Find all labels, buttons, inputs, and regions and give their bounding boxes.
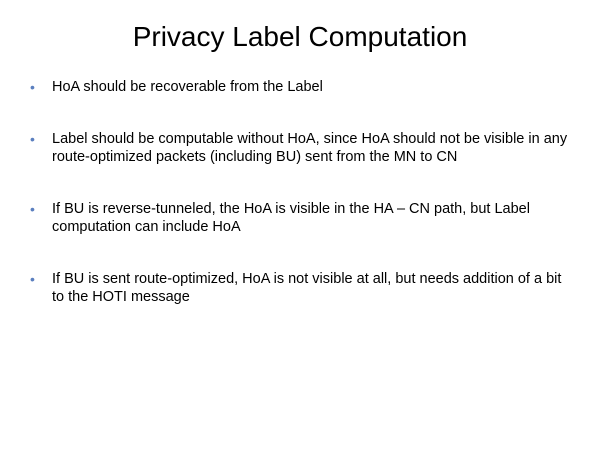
bullet-item (30, 78, 570, 96)
bullet-icon: • (30, 271, 35, 287)
bullet-item (30, 130, 570, 166)
slide-title: Privacy Label Computation (132, 21, 468, 52)
bullet-item (30, 200, 570, 236)
bullet-text: If BU is reverse-tunneled, the HoA is visible in the HA – CN path, but Label computation can include HoA (52, 201, 530, 235)
bullet-icon: • (30, 131, 35, 147)
bullet-icon: • (30, 201, 35, 217)
bullet-icon: • (30, 79, 35, 95)
bullet-text: HoA should be recoverable from the Label (52, 79, 323, 95)
bullet-text: If BU is sent route-optimized, HoA is not visible at all, but needs addition of a bit to the HOTI message (52, 271, 562, 305)
bullet-item (30, 270, 570, 306)
bullet-list (30, 78, 570, 306)
bullet-text: Label should be computable without HoA, since HoA should not be visible in any route-optimized packets (including BU) sent from the MN to CN (52, 131, 568, 165)
